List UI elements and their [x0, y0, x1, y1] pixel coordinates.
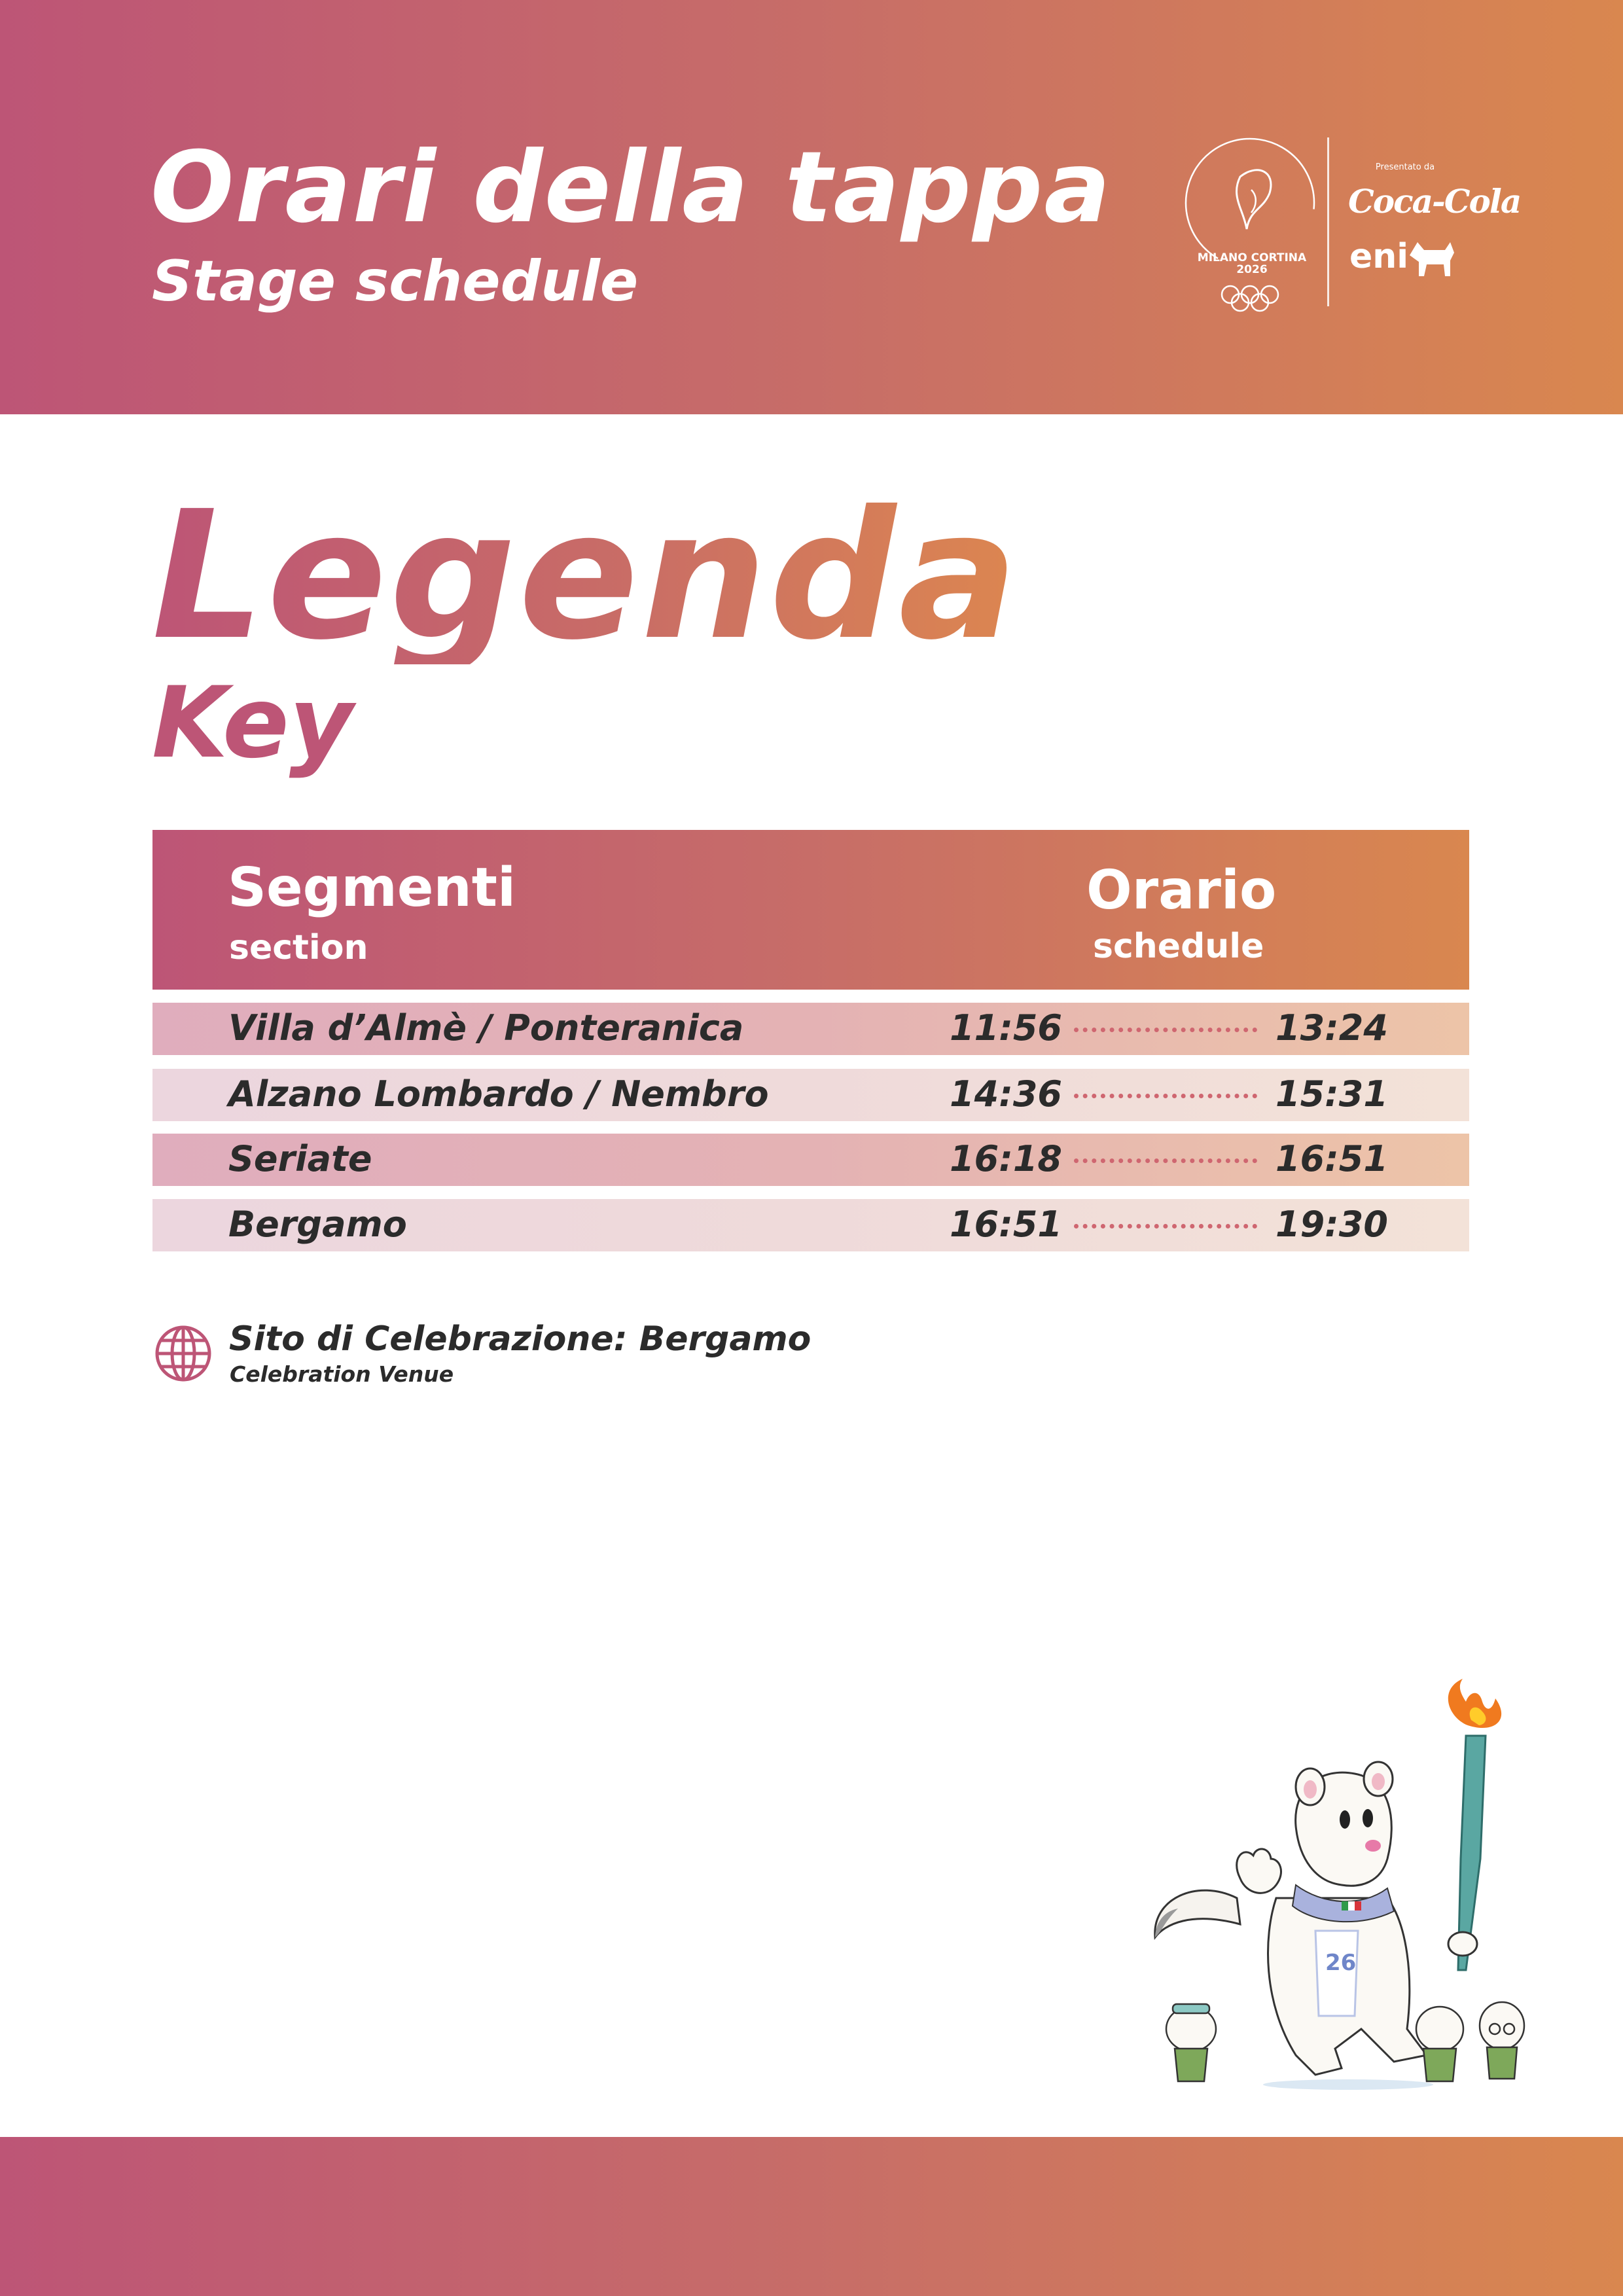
column-header-schedule: Orario: [1086, 859, 1277, 922]
dotted-separator: [1074, 1028, 1257, 1032]
legend-subtitle: Key: [152, 666, 353, 780]
dotted-separator: [1074, 1224, 1257, 1229]
svg-text:26: 26: [1325, 1950, 1357, 1976]
globe-icon: [153, 1323, 213, 1384]
celebration-venue-title: Sito di Celebrazione: Bergamo: [229, 1319, 812, 1359]
emblem-label: [1190, 252, 1314, 276]
footer-banner: [0, 2137, 1623, 2296]
dotted-separator: [1074, 1094, 1257, 1098]
header-divider: [1327, 137, 1329, 306]
page-subtitle: Stage schedule: [152, 249, 639, 314]
row-start-time: 11:56: [950, 1007, 1062, 1049]
row-start-time: 14:36: [950, 1073, 1062, 1115]
row-end-time: 15:31: [1275, 1073, 1388, 1115]
header-banner: [0, 0, 1623, 414]
table-header: [152, 830, 1469, 990]
column-header-schedule-sub: schedule: [1093, 927, 1264, 966]
row-start-time: 16:18: [950, 1138, 1062, 1179]
emblem-event: MILANO CORTINA: [1197, 251, 1307, 264]
dotted-separator: [1074, 1158, 1257, 1163]
row-end-time: 16:51: [1275, 1138, 1388, 1179]
sponsor-eni-logo: eni: [1349, 237, 1409, 276]
row-end-time: 13:24: [1275, 1007, 1388, 1049]
row-end-time: 19:30: [1275, 1204, 1388, 1245]
page-title: Orari della tappa: [151, 131, 1112, 245]
table-row: [152, 1199, 1469, 1251]
mascot-with-torch-illustration: [1099, 1662, 1544, 2094]
olympic-flame-emblem-icon: [1178, 131, 1322, 314]
row-section: Bergamo: [228, 1204, 407, 1245]
table-row: [152, 1134, 1469, 1186]
sponsor-label: Presentato da: [1375, 162, 1435, 172]
eni-dog-icon: [1407, 236, 1457, 279]
emblem-year: 2026: [1236, 263, 1268, 276]
row-section: Seriate: [228, 1138, 372, 1179]
legend-title: Legenda: [152, 473, 1021, 679]
row-section: Alzano Lombardo / Nembro: [228, 1073, 769, 1115]
column-header-section: Segmenti: [228, 857, 516, 919]
sponsor-coca-cola-logo: Coca-Cola: [1348, 182, 1521, 221]
row-start-time: 16:51: [950, 1204, 1062, 1245]
table-row: [152, 1069, 1469, 1121]
table-row: [152, 1003, 1469, 1055]
row-section: Villa d’Almè / Ponteranica: [228, 1007, 744, 1049]
column-header-section-sub: section: [229, 928, 368, 967]
celebration-venue-subtitle: Celebration Venue: [230, 1361, 454, 1387]
